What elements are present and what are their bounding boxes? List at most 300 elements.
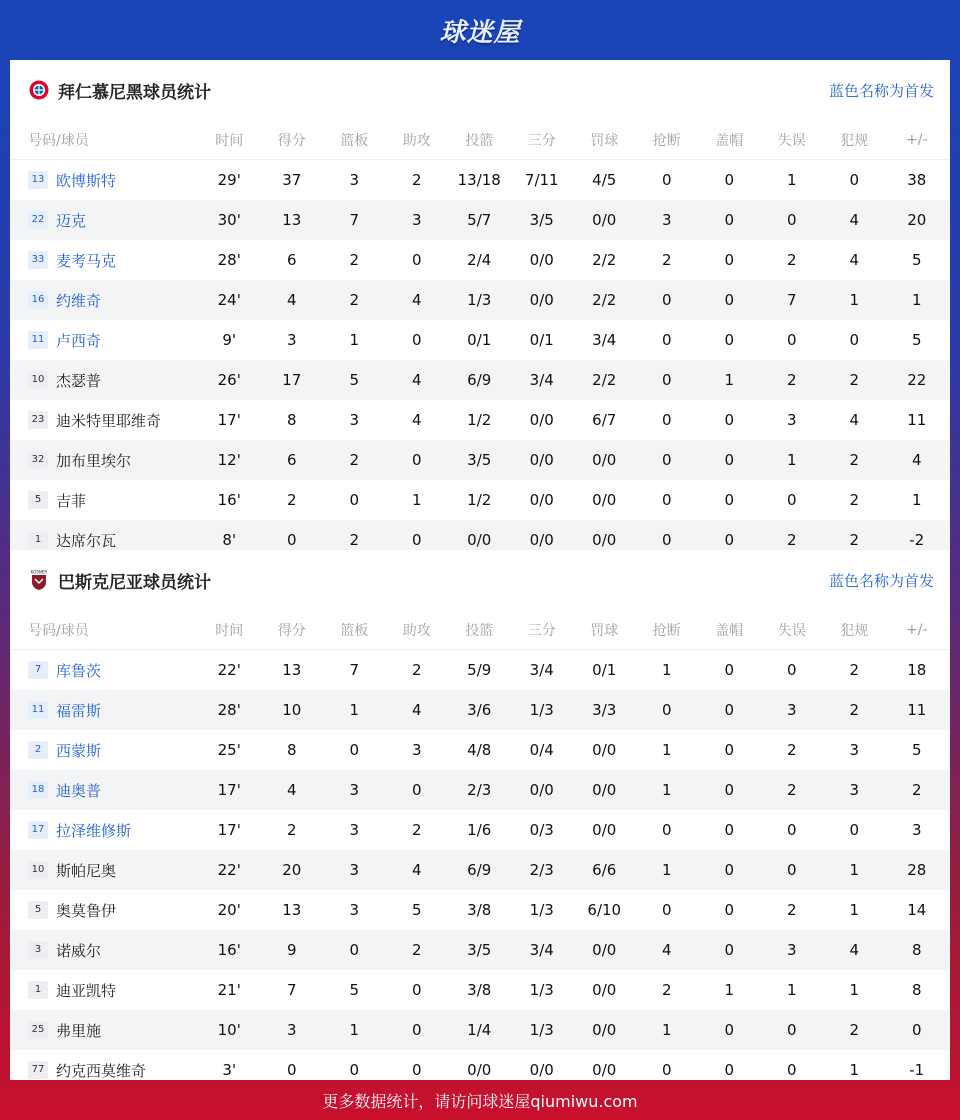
footer-banner [0, 1080, 960, 1120]
col-header-blk: 盖帽 [715, 622, 744, 639]
stat-ft: 2/2 [592, 291, 617, 309]
col-header-3p: 三分 [527, 132, 556, 149]
stat-min: 8' [222, 531, 237, 549]
player-cell [10, 490, 198, 511]
col-header-ft: 罚球 [590, 622, 619, 639]
player-cell [10, 1060, 198, 1081]
stat-ft: 0/0 [592, 781, 617, 799]
col-header-stl: 抢断 [652, 132, 681, 149]
stat-pm: 18 [907, 661, 927, 679]
stat-ast: 4 [411, 291, 422, 309]
stat-fg: 4/8 [467, 741, 492, 759]
stat-fg: 13/18 [457, 171, 501, 189]
player-row [10, 240, 950, 280]
stat-ast: 4 [411, 701, 422, 719]
stat-tov: 3 [786, 701, 797, 719]
stat-ast: 0 [411, 781, 422, 799]
stat-min: 16' [217, 491, 241, 509]
stat-blk: 1 [724, 371, 735, 389]
stat-fg: 2/3 [467, 781, 492, 799]
player-row [10, 970, 950, 1010]
stat-pm: 2 [911, 781, 922, 799]
team-card-baskonia [10, 550, 950, 1080]
player-row [10, 280, 950, 320]
stat-3p: 0/3 [529, 821, 554, 839]
player-name: 迈克 [56, 211, 87, 230]
player-cell [10, 780, 198, 801]
stat-pf: 2 [849, 661, 860, 679]
player-row [10, 730, 950, 770]
stat-ast: 2 [411, 171, 422, 189]
col-header-min: 时间 [215, 132, 244, 149]
col-header-player: 号码/球员 [28, 132, 89, 149]
player-name: 约克西莫维奇 [56, 1061, 147, 1080]
jersey-number-badge: 23 [28, 411, 48, 429]
stat-pf: 3 [849, 741, 860, 759]
col-header-reb: 篮板 [340, 622, 369, 639]
stat-3p: 1/3 [529, 901, 554, 919]
stat-min: 28' [217, 701, 241, 719]
stat-reb: 3 [349, 781, 360, 799]
stat-reb: 0 [349, 941, 360, 959]
stat-tov: 2 [786, 781, 797, 799]
stat-stl: 0 [661, 171, 672, 189]
stat-ft: 0/0 [592, 1061, 617, 1079]
stat-pts: 0 [286, 531, 297, 549]
col-header-tov: 失误 [777, 132, 806, 149]
player-cell [10, 1020, 198, 1041]
player-cell [10, 820, 198, 841]
stat-tov: 0 [786, 661, 797, 679]
stat-pf: 4 [849, 211, 860, 229]
stat-3p: 0/0 [529, 781, 554, 799]
stat-blk: 0 [724, 661, 735, 679]
stat-tov: 1 [786, 451, 797, 469]
stat-pm: 5 [911, 741, 922, 759]
player-row [10, 1010, 950, 1050]
stat-pf: 1 [849, 1061, 860, 1079]
player-row [10, 160, 950, 200]
stat-pts: 7 [286, 981, 297, 999]
team-title: 拜仁慕尼黑球员统计 [58, 82, 211, 103]
stat-pts: 13 [282, 901, 302, 919]
player-name: 西蒙斯 [56, 741, 102, 760]
stat-blk: 0 [724, 701, 735, 719]
stat-tov: 2 [786, 901, 797, 919]
stat-pm: 1 [911, 291, 922, 309]
stat-min: 16' [217, 941, 241, 959]
stat-ast: 0 [411, 981, 422, 999]
stat-ast: 0 [411, 1061, 422, 1079]
stat-3p: 0/0 [529, 451, 554, 469]
stat-3p: 1/3 [529, 981, 554, 999]
stat-ast: 0 [411, 531, 422, 549]
stat-ft: 0/1 [592, 661, 617, 679]
stat-pm: -1 [909, 1061, 925, 1079]
stat-pm: 20 [907, 211, 927, 229]
stat-pts: 37 [282, 171, 302, 189]
stat-min: 24' [217, 291, 241, 309]
stat-tov: 3 [786, 941, 797, 959]
stat-stl: 1 [661, 661, 672, 679]
stat-reb: 2 [349, 531, 360, 549]
stat-pts: 17 [282, 371, 302, 389]
stat-blk: 0 [724, 291, 735, 309]
stat-fg: 0/1 [467, 331, 492, 349]
stat-stl: 0 [661, 701, 672, 719]
stat-tov: 0 [786, 491, 797, 509]
player-row [10, 200, 950, 240]
player-name: 麦考马克 [56, 251, 117, 270]
stat-ft: 6/10 [587, 901, 622, 919]
player-cell [10, 170, 198, 191]
stat-reb: 0 [349, 1061, 360, 1079]
bayern-logo-icon [28, 79, 50, 101]
stat-fg: 5/9 [467, 661, 492, 679]
stat-pf: 4 [849, 941, 860, 959]
player-name: 卢西奇 [56, 331, 102, 350]
stat-pm: 11 [907, 411, 927, 429]
stat-blk: 0 [724, 861, 735, 879]
stat-pts: 4 [286, 291, 297, 309]
player-name: 迪米特里耶维奇 [56, 411, 162, 430]
stat-pm: 0 [911, 1021, 922, 1039]
col-header-pm: +/- [906, 131, 928, 148]
col-header-stl: 抢断 [652, 622, 681, 639]
stat-fg: 0/0 [467, 531, 492, 549]
stat-min: 22' [217, 661, 241, 679]
jersey-number-badge: 11 [28, 701, 48, 719]
team-title: 巴斯克尼亚球员统计 [58, 572, 211, 593]
team-header [10, 60, 950, 120]
stat-3p: 7/11 [524, 171, 559, 189]
stat-pf: 0 [849, 331, 860, 349]
player-name: 达席尔瓦 [56, 531, 117, 550]
stat-3p: 3/4 [529, 941, 554, 959]
stat-tov: 0 [786, 861, 797, 879]
stat-tov: 2 [786, 531, 797, 549]
stat-pts: 6 [286, 251, 297, 269]
stat-pm: 28 [907, 861, 927, 879]
stat-fg: 5/7 [467, 211, 492, 229]
svg-text:KOSNER: KOSNER [30, 569, 48, 575]
stat-ft: 0/0 [592, 821, 617, 839]
player-row [10, 890, 950, 930]
stat-blk: 0 [724, 821, 735, 839]
stat-pm: 8 [911, 941, 922, 959]
player-name: 迪亚凯特 [56, 981, 117, 1000]
stat-pts: 9 [286, 941, 297, 959]
stat-min: 17' [217, 411, 241, 429]
stat-reb: 5 [349, 981, 360, 999]
stat-pm: 8 [911, 981, 922, 999]
stat-reb: 7 [349, 211, 360, 229]
stat-ft: 0/0 [592, 451, 617, 469]
brand-logo-text: 球迷屋 [439, 17, 521, 48]
stat-pf: 0 [849, 171, 860, 189]
jersey-number-badge: 18 [28, 781, 48, 799]
col-header-player: 号码/球员 [28, 622, 89, 639]
stat-reb: 1 [349, 331, 360, 349]
stat-stl: 1 [661, 741, 672, 759]
stat-3p: 0/0 [529, 251, 554, 269]
stat-pf: 2 [849, 1021, 860, 1039]
player-name: 欧博斯特 [56, 171, 117, 190]
stat-ast: 1 [411, 491, 422, 509]
stat-pm: 22 [907, 371, 927, 389]
stat-blk: 0 [724, 411, 735, 429]
stat-pf: 0 [849, 821, 860, 839]
player-name: 杰瑟普 [56, 371, 102, 390]
col-header-blk: 盖帽 [715, 132, 744, 149]
stat-fg: 3/8 [467, 981, 492, 999]
player-name: 库鲁茨 [56, 661, 102, 680]
stat-pf: 2 [849, 531, 860, 549]
stat-stl: 2 [661, 251, 672, 269]
stat-pm: 5 [911, 331, 922, 349]
table-header [10, 610, 950, 650]
player-cell [10, 660, 198, 681]
stat-pts: 13 [282, 211, 302, 229]
col-header-fg: 投篮 [465, 622, 494, 639]
stat-3p: 1/3 [529, 1021, 554, 1039]
stat-ft: 3/3 [592, 701, 617, 719]
stat-fg: 2/4 [467, 251, 492, 269]
stat-pm: 38 [907, 171, 927, 189]
col-header-pf: 犯规 [840, 132, 869, 149]
player-name: 奥莫鲁伊 [56, 901, 117, 920]
jersey-number-badge: 16 [28, 291, 48, 309]
stat-min: 10' [217, 1021, 241, 1039]
stat-reb: 3 [349, 411, 360, 429]
stat-3p: 1/3 [529, 701, 554, 719]
stat-min: 12' [217, 451, 241, 469]
stat-reb: 2 [349, 291, 360, 309]
brand-header [0, 0, 960, 60]
stat-stl: 0 [661, 291, 672, 309]
stat-tov: 2 [786, 371, 797, 389]
stat-3p: 0/0 [529, 531, 554, 549]
stat-pm: 11 [907, 701, 927, 719]
stat-fg: 1/2 [467, 411, 492, 429]
stat-fg: 6/9 [467, 371, 492, 389]
stat-ast: 5 [411, 901, 422, 919]
stat-pts: 2 [286, 491, 297, 509]
player-name: 迪奥普 [56, 781, 102, 800]
jersey-number-badge: 77 [28, 1061, 48, 1079]
stat-pm: 14 [907, 901, 927, 919]
player-rows [10, 650, 950, 1090]
player-cell [10, 530, 198, 551]
stat-pf: 1 [849, 981, 860, 999]
stat-ast: 4 [411, 411, 422, 429]
player-cell [10, 370, 198, 391]
stat-ft: 0/0 [592, 1021, 617, 1039]
stat-pf: 2 [849, 701, 860, 719]
stat-reb: 2 [349, 451, 360, 469]
stat-min: 29' [217, 171, 241, 189]
stat-min: 3' [222, 1061, 237, 1079]
player-name: 拉泽维修斯 [56, 821, 132, 840]
footer-text: 更多数据统计，请访问球迷屋qiumiwu.com [322, 1091, 638, 1111]
stat-fg: 3/5 [467, 941, 492, 959]
stat-pm: 5 [911, 251, 922, 269]
col-header-pts: 得分 [277, 622, 306, 639]
stat-stl: 2 [661, 981, 672, 999]
player-cell [10, 940, 198, 961]
col-header-3p: 三分 [527, 622, 556, 639]
player-row [10, 400, 950, 440]
stat-min: 26' [217, 371, 241, 389]
player-cell [10, 290, 198, 311]
stat-min: 17' [217, 821, 241, 839]
stat-reb: 0 [349, 741, 360, 759]
stat-tov: 2 [786, 251, 797, 269]
stat-blk: 0 [724, 211, 735, 229]
stat-pts: 10 [282, 701, 302, 719]
stat-pts: 3 [286, 1021, 297, 1039]
player-cell [10, 410, 198, 431]
starter-legend: 蓝色名称为首发 [828, 81, 934, 100]
stat-ast: 4 [411, 371, 422, 389]
stat-ft: 0/0 [592, 491, 617, 509]
player-name: 加布里埃尔 [56, 451, 132, 470]
stat-3p: 3/4 [529, 661, 554, 679]
player-name: 弗里施 [56, 1021, 102, 1040]
stat-pts: 8 [286, 741, 297, 759]
stat-stl: 3 [661, 211, 672, 229]
starter-legend: 蓝色名称为首发 [828, 571, 934, 590]
stat-pts: 8 [286, 411, 297, 429]
col-header-ast: 助攻 [402, 132, 431, 149]
stat-fg: 6/9 [467, 861, 492, 879]
stat-ft: 0/0 [592, 531, 617, 549]
jersey-number-badge: 5 [28, 491, 48, 509]
player-cell [10, 900, 198, 921]
stat-blk: 0 [724, 741, 735, 759]
player-name: 约维奇 [56, 291, 102, 310]
jersey-number-badge: 3 [28, 941, 48, 959]
stat-tov: 2 [786, 741, 797, 759]
stat-ast: 2 [411, 941, 422, 959]
stat-ft: 0/0 [592, 211, 617, 229]
team-card-bayern [10, 60, 950, 550]
stat-pts: 4 [286, 781, 297, 799]
stat-3p: 0/0 [529, 411, 554, 429]
stat-blk: 0 [724, 331, 735, 349]
stat-stl: 4 [661, 941, 672, 959]
jersey-number-badge: 2 [28, 741, 48, 759]
jersey-number-badge: 33 [28, 251, 48, 269]
stat-stl: 0 [661, 411, 672, 429]
jersey-number-badge: 7 [28, 661, 48, 679]
stat-reb: 0 [349, 491, 360, 509]
player-name: 吉菲 [56, 491, 87, 510]
stat-blk: 0 [724, 941, 735, 959]
stat-reb: 5 [349, 371, 360, 389]
stat-blk: 0 [724, 491, 735, 509]
col-header-tov: 失误 [777, 622, 806, 639]
stat-ft: 2/2 [592, 251, 617, 269]
stat-ast: 3 [411, 741, 422, 759]
stat-tov: 0 [786, 211, 797, 229]
stat-pf: 2 [849, 451, 860, 469]
stat-stl: 1 [661, 1021, 672, 1039]
team-header [10, 550, 950, 610]
player-rows [10, 160, 950, 560]
stat-reb: 1 [349, 1021, 360, 1039]
stat-stl: 0 [661, 371, 672, 389]
stat-stl: 0 [661, 451, 672, 469]
player-cell [10, 450, 198, 471]
stat-stl: 0 [661, 331, 672, 349]
stat-reb: 1 [349, 701, 360, 719]
stat-blk: 0 [724, 531, 735, 549]
player-row [10, 480, 950, 520]
stat-3p: 3/5 [529, 211, 554, 229]
stat-min: 20' [217, 901, 241, 919]
stat-pm: -2 [909, 531, 925, 549]
stat-reb: 7 [349, 661, 360, 679]
stat-stl: 1 [661, 861, 672, 879]
stat-reb: 3 [349, 901, 360, 919]
jersey-number-badge: 32 [28, 451, 48, 469]
col-header-pm: +/- [906, 621, 928, 638]
col-header-min: 时间 [215, 622, 244, 639]
stat-blk: 0 [724, 901, 735, 919]
stat-ft: 0/0 [592, 741, 617, 759]
jersey-number-badge: 25 [28, 1021, 48, 1039]
stat-blk: 1 [724, 981, 735, 999]
stat-3p: 0/1 [529, 331, 554, 349]
stat-reb: 3 [349, 171, 360, 189]
player-row [10, 690, 950, 730]
stat-tov: 1 [786, 981, 797, 999]
stat-stl: 0 [661, 901, 672, 919]
stat-ast: 3 [411, 211, 422, 229]
stat-fg: 3/5 [467, 451, 492, 469]
jersey-number-badge: 10 [28, 371, 48, 389]
stat-pts: 6 [286, 451, 297, 469]
stat-min: 28' [217, 251, 241, 269]
player-cell [10, 210, 198, 231]
player-cell [10, 980, 198, 1001]
col-header-ast: 助攻 [402, 622, 431, 639]
stat-tov: 0 [786, 331, 797, 349]
stat-tov: 0 [786, 821, 797, 839]
stat-stl: 0 [661, 1061, 672, 1079]
stat-fg: 1/3 [467, 291, 492, 309]
stat-3p: 0/0 [529, 291, 554, 309]
player-cell [10, 860, 198, 881]
stat-ft: 0/0 [592, 981, 617, 999]
stat-ft: 0/0 [592, 941, 617, 959]
stat-blk: 0 [724, 171, 735, 189]
player-name: 斯帕尼奥 [56, 861, 117, 880]
stat-pf: 4 [849, 251, 860, 269]
stat-fg: 3/8 [467, 901, 492, 919]
stat-pf: 1 [849, 901, 860, 919]
stat-ast: 0 [411, 1021, 422, 1039]
stat-tov: 1 [786, 171, 797, 189]
stat-tov: 0 [786, 1061, 797, 1079]
player-row [10, 930, 950, 970]
stat-ast: 0 [411, 251, 422, 269]
table-header [10, 120, 950, 160]
stat-ast: 2 [411, 661, 422, 679]
stat-tov: 3 [786, 411, 797, 429]
stat-blk: 0 [724, 251, 735, 269]
